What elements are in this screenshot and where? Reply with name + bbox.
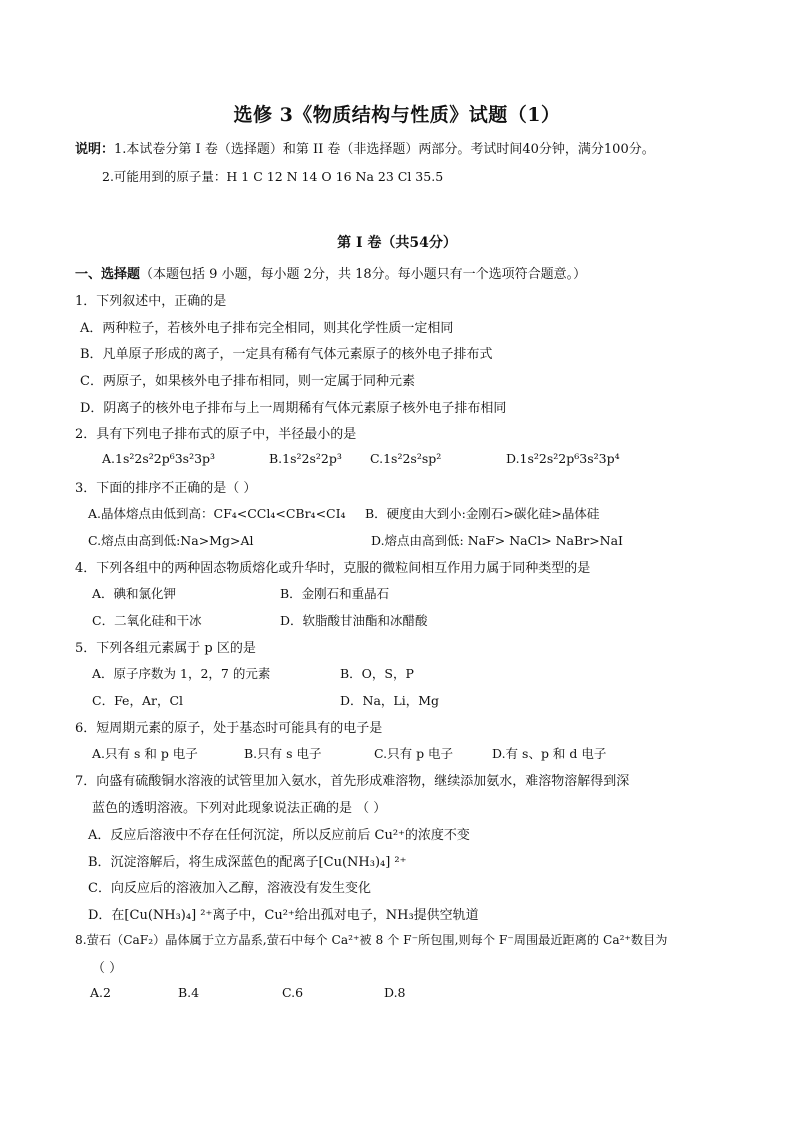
q6-option-a: A.只有 s 和 p 电子 (92, 746, 198, 761)
q1-option-c: C．两原子，如果核外电子排布相同，则一定属于同种元素 (80, 374, 415, 389)
q1-stem: 1．下列叙述中，正确的是 (75, 294, 227, 309)
q5-option-d: D．Na，Li，Mg (340, 693, 440, 708)
q7-option-c: C．向反应后的溶液加入乙醇，溶液没有发生变化 (88, 881, 371, 896)
section-1-desc: （本题包括 9 小题，每小题 2分，共 18分。每小题只有一个选项符合题意。） (140, 267, 587, 282)
part-1-title: 第 I 卷（共54分） (337, 235, 457, 251)
q1-option-b: B．凡单原子形成的离子，一定具有稀有气体元素原子的核外电子排布式 (80, 347, 493, 362)
q6-stem: 6．短周期元素的原子，处于基态时可能具有的电子是 (75, 721, 383, 736)
q3-option-a: A.晶体熔点由低到高：CF₄<CCl₄<CBr₄<CI₄ (88, 506, 346, 521)
q3-option-b: B．硬度由大到小:金刚石>碳化硅>晶体硅 (365, 506, 600, 521)
q8-stem-line-1: 8.萤石（CaF₂）晶体属于立方晶系,萤石中每个 Ca²⁺被 8 个 F⁻所包围,则每个 F⁻周围最近距离的 Ca²⁺数目为 (75, 933, 668, 947)
q3-option-d: D.熔点由高到低: NaF> NaCl> NaBr>NaI (371, 533, 623, 548)
q4-option-c: C．二氧化硅和干冰 (92, 613, 202, 628)
q6-option-d: D.有 s、p 和 d 电子 (492, 746, 607, 761)
instructions-line-2: 2.可能用到的原子量：H 1 C 12 N 14 O 16 Na 23 Cl 35.5 (102, 169, 444, 184)
q2-option-a: A.1s²2s²2p⁶3s²3p³ (102, 451, 216, 466)
q6-option-c: C.只有 p 电子 (374, 746, 454, 761)
q8-option-c: C.6 (282, 985, 304, 1000)
q4-option-d: D．软脂酸甘油酯和冰醋酸 (280, 613, 428, 628)
section-1-label: 一、选择题 (75, 267, 141, 282)
q7-stem-line-1: 7．向盛有硫酸铜水溶液的试管里加入氨水，首先形成难溶物，继续添加氨水，难溶物溶解得到深 (75, 774, 630, 789)
q8-option-d: D.8 (384, 985, 406, 1000)
q8-option-a: A.2 (90, 985, 111, 1000)
q7-option-a: A．反应后溶液中不存在任何沉淀，所以反应前后 Cu²⁺的浓度不变 (88, 828, 470, 843)
section-1-heading (75, 263, 586, 282)
q7-option-d: D．在[Cu(NH₃)₄] ²⁺离子中，Cu²⁺给出孤对电子，NH₃提供空轨道 (88, 908, 479, 923)
q2-stem: 2．具有下列电子排布式的原子中，半径最小的是 (75, 427, 357, 442)
q5-option-b: B．O，S，P (340, 666, 414, 681)
q6-option-b: B.只有 s 电子 (244, 746, 322, 761)
q8-stem-line-2: （ ） (92, 961, 123, 976)
instructions-label: 说明： (75, 142, 115, 157)
q7-option-b: B．沉淀溶解后，将生成深蓝色的配离子[Cu(NH₃)₄] ²⁺ (88, 855, 407, 870)
q2-option-d: D.1s²2s²2p⁶3s²3p⁴ (506, 451, 620, 466)
q1-option-d: D．阴离子的核外电子排布与上一周期稀有气体元素原子核外电子排布相同 (80, 401, 507, 416)
exam-title: 选修 3《物质结构与性质》试题（1） (233, 104, 561, 126)
instructions-line-1 (75, 138, 655, 157)
q2-option-b: B.1s²2s²2p³ (269, 451, 342, 466)
q3-stem: 3．下面的排序不正确的是（ ） (75, 481, 257, 496)
q5-stem: 5．下列各组元素属于 p 区的是 (75, 641, 256, 656)
q4-stem: 4．下列各组中的两种固态物质熔化或升华时，克服的微粒间相互作用力属于同种类型的是 (75, 561, 591, 576)
q3-option-c: C.熔点由高到低:Na>Mg>Al (88, 533, 254, 548)
instructions-text-1: 1.本试卷分第 I 卷（选择题）和第 II 卷（非选择题）两部分。考试时间40分钟，满分100分。 (114, 142, 655, 157)
q8-option-b: B.4 (178, 985, 200, 1000)
q4-option-b: B．金刚石和重晶石 (280, 586, 390, 601)
q5-option-a: A．原子序数为 1，2，7 的元素 (92, 666, 271, 681)
q5-option-c: C．Fe，Ar，Cl (92, 693, 184, 708)
q4-option-a: A．碘和氯化钾 (92, 586, 177, 601)
q2-option-c: C.1s²2s²sp² (370, 451, 442, 466)
q7-stem-line-2: 蓝色的透明溶液。下列对此现象说法正确的是 （ ） (92, 801, 387, 816)
q1-option-a: A．两种粒子，若核外电子排布完全相同，则其化学性质一定相同 (80, 321, 454, 336)
